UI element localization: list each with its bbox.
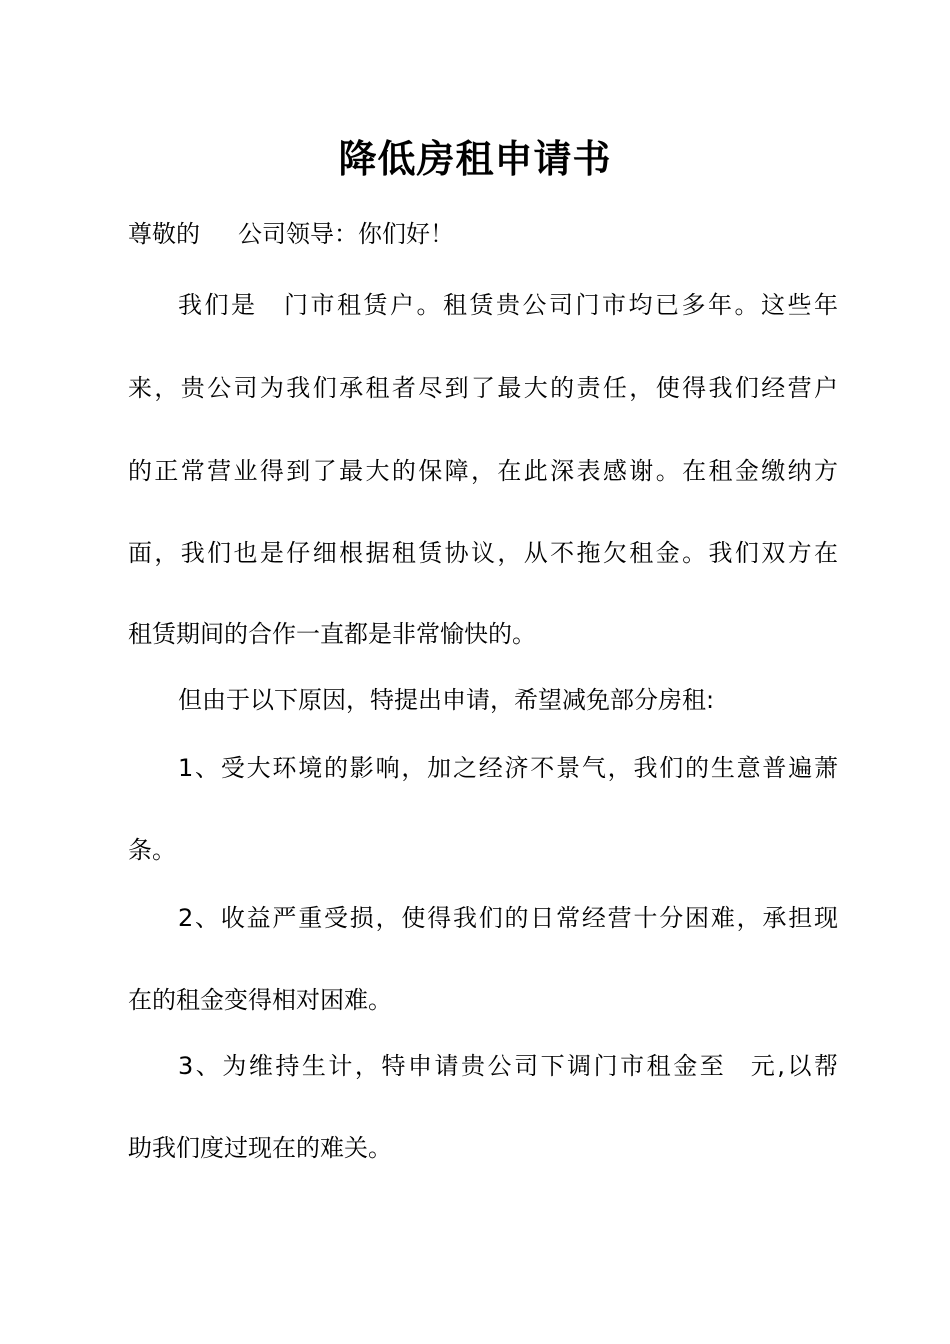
paragraph1-line1-a: 我们是 — [178, 291, 258, 319]
salutation-before: 尊敬的 — [128, 220, 200, 248]
paragraph1-line4: 面，我们也是仔细根据租赁协议，从不拖欠租金。我们双方在 — [128, 539, 838, 567]
paragraph1-line5: 租赁期间的合作一直都是非常愉快的。 — [128, 620, 536, 648]
salutation — [128, 214, 454, 249]
document-title: 降低房租申请书 — [338, 137, 612, 181]
paragraph1-line1-b: 门市租赁户。租赁贵公司门市均已多年。这些年 — [281, 291, 838, 319]
paragraph1-line3: 的正常营业得到了最大的保障，在此深表感谢。在租金缴纳方 — [128, 457, 838, 485]
paragraph1-line1 — [178, 285, 838, 320]
item3-line1 — [178, 1046, 838, 1081]
item2-line2: 在的租金变得相对困难。 — [128, 986, 392, 1014]
item3-line2: 助我们度过现在的难关。 — [128, 1134, 392, 1162]
item3-line1-b: 元,以帮 — [748, 1052, 838, 1080]
paragraph2: 但由于以下原因，特提出申请，希望减免部分房租: — [178, 686, 715, 714]
item2-line1: 2、收益严重受损，使得我们的日常经营十分困难，承担现 — [178, 904, 838, 932]
item3-line1-a: 3、为维持生计，特申请贵公司下调门市租金至 — [178, 1052, 727, 1080]
paragraph1-line2: 来，贵公司为我们承租者尽到了最大的责任，使得我们经营户 — [128, 374, 838, 402]
item1-line2: 条。 — [128, 836, 176, 864]
item1-line1: 1、受大环境的影响，加之经济不景气，我们的生意普遍萧 — [178, 754, 838, 782]
salutation-after: 公司领导：你们好！ — [238, 220, 454, 248]
